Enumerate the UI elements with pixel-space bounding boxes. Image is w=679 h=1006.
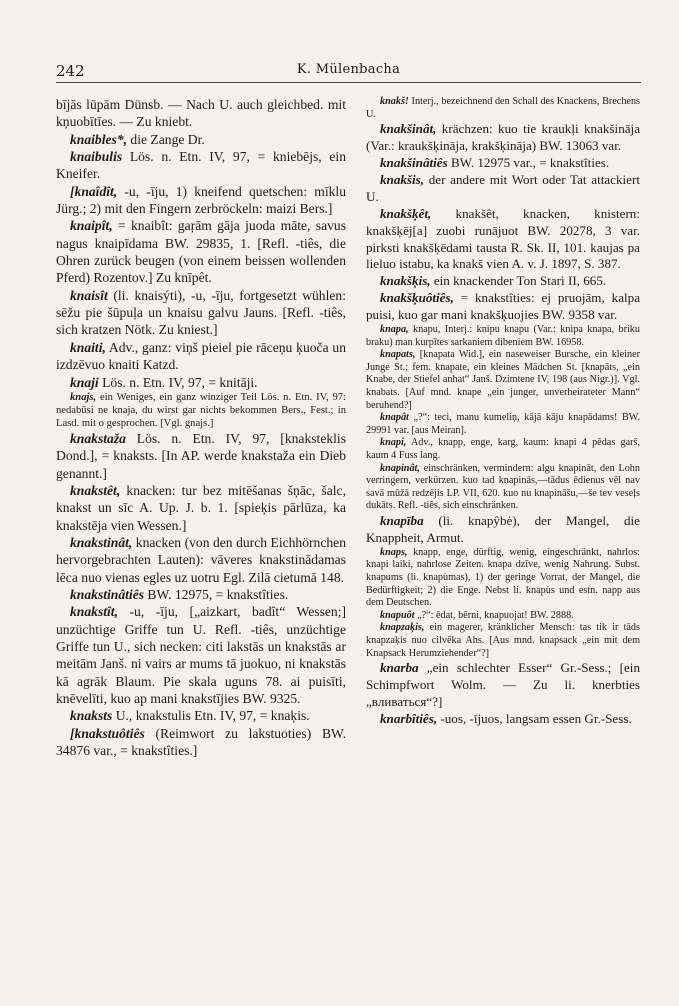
- headword: knakšinât,: [380, 121, 437, 137]
- headword: knakšķis,: [380, 273, 431, 289]
- entry-text: einschränken, vermindern: algu knapināt, den Lohn verringern, verkürzen. kuo tad knapinās,—tādus ēdienus vēl nav savā mūžā redzējis LP. VII, 620. kuo nu knapināšu,—še tev veseļs dukāts. Refl. -tiês, sich einschränken.: [366, 462, 640, 512]
- entry-knajs: [56, 391, 346, 430]
- headword: knakstît,: [70, 604, 118, 620]
- headword: knarbîtiês,: [380, 710, 438, 726]
- entry-text: knapu, Interj.: knipu knapu (Var.: knipa knapa, briku braku) man kurpītes sarkaniem dibeniem BW. 16958.: [366, 324, 640, 348]
- running-head: K. Mülenbacha: [296, 62, 401, 77]
- entry-knakstinaties: [56, 586, 346, 603]
- headword: knajs,: [70, 391, 97, 403]
- entry-continuation: [56, 96, 346, 131]
- entry-text: knacken: tur bez mitēšanas šņāc, šalc, knakst un sīc A. Up. J. b. 1. [spieķis pārlūza, ka knakstēja vien Wessen.]: [56, 482, 346, 533]
- entry-text: -u, -īju, [„aizkart, badît“ Wessen;] unzüchtige Griffe tun U. Refl. -tiês, unzüchtige Griffe tun U., sich necken: citi lakstās un knakstās ar meitām Janš. ni vairs ar mums tā juokuo, ni knakstās kā agrāk Blaum. Pie skala uguns 78. ai puisīti, knēvelīti, kuo ap mani knakstījies BW. 9325.: [56, 604, 346, 706]
- entry-text: „?“: ēdat, bērni, knapuojat! BW. 2888.: [414, 609, 574, 621]
- headword: knakšķêt,: [380, 205, 432, 221]
- headword: [knakstuôtiês: [70, 725, 145, 741]
- entry-knapi: [366, 437, 640, 462]
- headword: knaji: [70, 374, 99, 390]
- entry-text: Lös. n. Etn. IV, 97, [knaksteklis Dond.], = knaksts. [In AP. werde knakstaža ein Dieb genannt.]: [56, 430, 346, 481]
- page-header: [56, 60, 641, 83]
- headword: knapats,: [380, 349, 416, 361]
- entry-knaisit: [56, 287, 346, 339]
- entry-text: = knaibît: gaŗām gāja juoda māte, savus nagus knaipīdama BW. 29835, 1. [Refl. -tiês, die Ohren zurück beugen (von einem beissen wollenden Pferd) Rozentov.] Zu knīpêt.: [56, 218, 346, 286]
- entry-text: BW. 12975 var., = knakstîties.: [447, 155, 610, 170]
- entry-text: (li. knaisýti), -u, -īju, fortgesetzt wühlen: sēžu pie šūpuļa un knaisu galvu Jauns. [Refl. -tiês, sich kratzen Nötk. Zu kniest.]: [56, 287, 346, 338]
- entry-text: -uos, -ījuos, langsam essen Gr.-Sess.: [437, 710, 632, 726]
- entry-knaipit: [56, 217, 346, 286]
- headword: knakstinât,: [70, 534, 133, 550]
- entry-knaibulis: [56, 148, 346, 183]
- entry-text: U., knakstulis Etn. IV, 97, = knaķis.: [112, 708, 310, 724]
- entry-text: ein knackender Ton Stari II, 665.: [430, 273, 607, 289]
- entry-knaks: [366, 96, 640, 121]
- headword: knakšķuôtiês,: [380, 290, 454, 306]
- entry-knaksts: [56, 707, 346, 724]
- headword: knaiti,: [70, 339, 106, 355]
- entry-knapuot: [366, 610, 640, 623]
- entry-knapat: [366, 412, 640, 437]
- entry-text: [knapata Wid.], ein naseweiser Bursche, ein kleiner Junge St.; fem. knapate, ein kleines Mädchen St. [knapāts, „ein Knabe, der Stiefel anhat“ Janš. Dzimtene IV, 198 (aus Nigr.)]. Vgl. knabats. [Auf mnd. knape „ein junger, unverheirateter Mann“ beruhend?]: [366, 349, 640, 411]
- headword: knapzaķis,: [380, 622, 425, 634]
- entry-text: BW. 12975, = knakstîties.: [144, 586, 289, 602]
- right-column: [366, 96, 640, 976]
- entry-knaji: [56, 374, 346, 391]
- headword: knapât: [380, 412, 409, 424]
- entry-knakstit: [56, 603, 346, 707]
- headword: knakstaža: [70, 430, 126, 446]
- headword: knapa,: [380, 324, 409, 336]
- headword: knapi,: [380, 437, 407, 449]
- entry-text: ein Weniges, ein ganz winziger Teil Lös. n. Etn. IV, 97: nedabūsi ne knaja, du wirst gar nichts bekommen Bers., Fest.; in Lasd. mit o gesprochen. [Vgl. gnajs.]: [56, 391, 346, 429]
- headword: knapība: [380, 512, 424, 528]
- headword: knakšis,: [380, 171, 425, 187]
- left-column: [56, 96, 346, 976]
- entry-text: „ein schlechter Esser“ Gr.-Sess.; [ein Schimpfwort Wolm. — Zu li. knerbties „вливаться“?]: [366, 660, 640, 709]
- entry-text: ein magerer, kränklicher Mensch: tas tik ir tāds knapzaķis nuo cilvēka Ahs. [Aus mnd. knapsack „ein mit dem Knapsack Herumziehender“?]: [366, 622, 640, 659]
- entry-text: krächzen: kuo tie kraukļi knakšināja (Var.: kraukšķināja, krakšķināja) BW. 13063 var.: [366, 121, 640, 154]
- entry-text: Interj., bezeichnend den Schall des Knackens, Brechens U.: [366, 96, 640, 120]
- entry-text: (li. knapŷbė), der Mangel, die Knappheit, Armut.: [366, 512, 640, 545]
- entry-text: Lös. n. Etn. IV, 97, = kniebējs, ein Kneifer.: [56, 149, 346, 182]
- entry-knakstaza: [56, 430, 346, 482]
- entry-knakskis: [366, 273, 640, 290]
- entry-knapa: [366, 324, 640, 349]
- page-number: 242: [56, 62, 85, 80]
- entry-knapzakis: [366, 622, 640, 660]
- entry-knaiti: [56, 339, 346, 374]
- headword: [knaîdît,: [70, 183, 118, 199]
- headword: knakš!: [380, 96, 409, 107]
- headword: knaibles*,: [70, 131, 128, 147]
- entry-text: „?“: teci, manu kumeliņ, kājā kāju knapādams! BW. 29991 var. [aus Meiran].: [366, 412, 640, 436]
- entry-text: bījās lūpām Dünsb. — Nach U. auch gleichbed. mit kņuobītīes. — Zu kniebt.: [56, 97, 346, 130]
- headword: knaibulis: [70, 149, 123, 165]
- headword: knaisît: [70, 287, 108, 303]
- entry-knarba: [366, 660, 640, 711]
- entry-text: Adv., ganz: viņš pieiel pie rāceņu ķuoča un izdzēvuo knaiti Katzd.: [56, 339, 346, 373]
- headword: knapuôt: [380, 609, 415, 621]
- entry-knaps: [366, 547, 640, 610]
- entry-text: knakšêt, knacken, knistern: knakšķēj[a] zuobi runājuot BW. 20278, 3 var. pirksti knakšķēdami tausta R. Sk. II, 101. kaujas pa lieluo istabu, ka knakš vien A. v. J. 1897, S. 387.: [366, 205, 640, 272]
- headword: knakšinâtiês: [380, 155, 448, 170]
- entry-knaksket: [366, 206, 640, 274]
- entry-text: die Zange Dr.: [127, 131, 205, 147]
- headword: knakstinâtiês: [70, 586, 145, 602]
- headword: knaksts: [70, 708, 113, 724]
- entry-knapinat: [366, 463, 640, 513]
- entry-text: knacken (von den durch Eichhörnchen hervorgebrachten Lauten): vāveres knakstinādamas lēca nuo vienas egles uz uotru Egl. Zilā cietumā 148.: [56, 534, 346, 585]
- entry-knaksis: [366, 172, 640, 206]
- entry-knapats: [366, 349, 640, 412]
- entry-knakstinat: [56, 534, 346, 586]
- entry-knarbities: [366, 711, 640, 728]
- entry-knaibles: [56, 131, 346, 148]
- entry-text: Lös. n. Etn. IV, 97, = knitāji.: [98, 374, 258, 390]
- entry-knaksinaties: [366, 155, 640, 172]
- entry-knapiba: [366, 513, 640, 547]
- entry-text: = knakstîties: ej pruojām, kalpa puisi, kuo gar mani knakšķuojies BW. 9358 var.: [366, 290, 640, 323]
- headword: knakstêt,: [70, 482, 121, 498]
- entry-text: Adv., knapp, enge, karg, kaum: knapi 4 pēdas garš, kaum 4 Fuss lang.: [366, 437, 640, 461]
- entry-knakskuoties: [366, 290, 640, 324]
- headword: knaps,: [380, 546, 408, 558]
- entry-text: der andere mit Wort oder Tat attackiert U.: [366, 171, 640, 204]
- entry-knaksinat: [366, 121, 640, 155]
- entry-text: knapp, enge, dürftig, wenig, eingeschränkt, nahrlos: knapi laiki, nahrlose Zeiten. knapa dzīve, wenig Nahrung. Subst. knapums (li. knapùmas), 1) der geringe Vorrat, der Mangel, die Bedürftigkeit; 2) die Enge. Nebst li. knapùs und estn. napp aus dem Deutschen.: [366, 546, 640, 609]
- headword: knaipît,: [70, 218, 113, 234]
- entry-knakstuoties: [56, 725, 346, 760]
- headword: knarba: [380, 660, 419, 676]
- headword: knapinât,: [380, 462, 420, 474]
- entry-text: -u, -īju, 1) kneifend quetschen: mīklu Jürg.; 2) mit den Fingern zerbröckeln: maizi Bers.]: [56, 183, 346, 217]
- entry-knaidit: [56, 183, 346, 218]
- entry-text: (Reimwort zu lakstuoties) BW. 34876 var., = knakstîties.]: [56, 725, 346, 759]
- entry-knakstet: [56, 482, 346, 534]
